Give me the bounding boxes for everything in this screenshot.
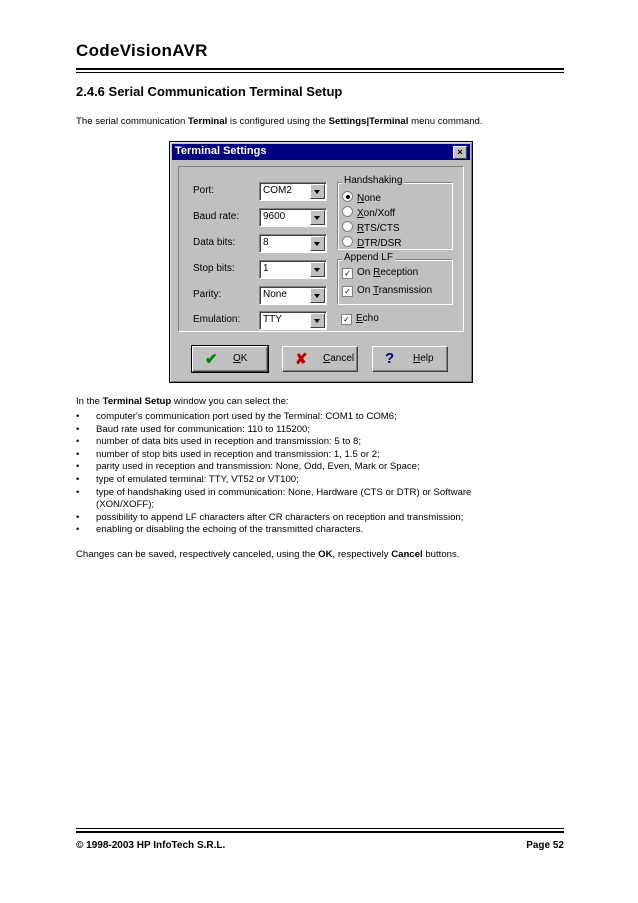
list-item: • computer's communication port used by the Terminal: COM1 to COM6; bbox=[76, 411, 471, 424]
handshaking-group bbox=[337, 175, 453, 250]
chevron-down-icon[interactable] bbox=[310, 210, 325, 225]
on-reception-checkbox[interactable]: ✓ On Reception bbox=[342, 267, 418, 279]
cross-icon: ✘ bbox=[295, 351, 308, 368]
section-heading: 2.4.6 Serial Communication Terminal Setup bbox=[76, 84, 343, 99]
baud-rate-label: Baud rate: bbox=[193, 211, 240, 222]
baud-rate-select[interactable]: 9600 bbox=[259, 208, 327, 227]
append-lf-group bbox=[337, 252, 453, 305]
list-item: • type of emulated terminal: TTY, VT52 or VT100; bbox=[76, 474, 471, 487]
chevron-down-icon[interactable] bbox=[310, 262, 325, 277]
checkmark-icon: ✔ bbox=[205, 351, 218, 368]
intro-paragraph: The serial communication Terminal is configured using the Settings|Terminal menu command. bbox=[76, 116, 483, 127]
data-bits-label: Data bits: bbox=[193, 237, 236, 248]
emulation-select[interactable]: TTY bbox=[259, 311, 327, 330]
ok-button-label: OK bbox=[233, 353, 248, 364]
radio-icon[interactable] bbox=[342, 236, 353, 247]
stop-bits-select[interactable]: 1 bbox=[259, 260, 327, 279]
port-select[interactable]: COM2 bbox=[259, 182, 327, 201]
list-item: • type of handshaking used in communication: None, Hardware (CTS or DTR) or Software (XON/XOFF); bbox=[76, 487, 471, 512]
dialog-title: Terminal Settings bbox=[175, 145, 267, 157]
terminal-settings-dialog bbox=[169, 141, 473, 383]
page-number: Page 52 bbox=[526, 840, 564, 851]
list-item: • parity used in reception and transmission: None, Odd, Even, Mark or Space; bbox=[76, 461, 471, 474]
chevron-down-icon[interactable] bbox=[310, 184, 325, 199]
handshaking-dtr-radio[interactable]: DTR/DSR bbox=[342, 236, 401, 249]
checkbox-checked-icon[interactable]: ✓ bbox=[341, 314, 352, 325]
footer-rule bbox=[76, 831, 564, 833]
chevron-down-icon[interactable] bbox=[310, 288, 325, 303]
dialog-titlebar bbox=[172, 144, 470, 160]
parity-select[interactable]: None bbox=[259, 286, 327, 305]
handshaking-xon-radio[interactable]: Xon/Xoff bbox=[342, 206, 395, 219]
footer-copyright: © 1998-2003 HP InfoTech S.R.L. bbox=[76, 840, 226, 851]
changes-paragraph: Changes can be saved, respectively canceled, using the OK, respectively Cancel buttons. bbox=[76, 549, 460, 560]
handshaking-none-radio[interactable]: None bbox=[342, 191, 381, 204]
close-icon[interactable]: × bbox=[453, 146, 467, 159]
help-button-label: Help bbox=[413, 353, 434, 364]
header-rule-thin bbox=[76, 72, 564, 73]
checkbox-checked-icon[interactable]: ✓ bbox=[342, 286, 353, 297]
list-item: • enabling or disabling the echoing of the transmitted characters. bbox=[76, 524, 471, 537]
parity-label: Parity: bbox=[193, 289, 222, 300]
radio-icon[interactable] bbox=[342, 221, 353, 232]
list-item: • number of data bits used in reception and transmission: 5 to 8; bbox=[76, 436, 471, 449]
document-header-title: CodeVisionAVR bbox=[76, 41, 208, 60]
header-rule bbox=[76, 68, 564, 70]
emulation-label: Emulation: bbox=[193, 314, 241, 325]
help-button[interactable] bbox=[372, 346, 448, 372]
append-lf-group-title: Append LF bbox=[344, 252, 393, 263]
cancel-button-label: Cancel bbox=[323, 353, 355, 364]
list-item: • number of stop bits used in reception and transmission: 1, 1.5 or 2; bbox=[76, 449, 471, 462]
dialog-content-panel bbox=[178, 166, 464, 332]
ok-button[interactable] bbox=[192, 346, 268, 372]
list-item: • possibility to append LF characters after CR characters on reception and transmission; bbox=[76, 512, 471, 525]
list-item: • Baud rate used for communication: 110 to 115200; bbox=[76, 424, 471, 437]
radio-selected-icon[interactable] bbox=[342, 191, 353, 202]
stop-bits-label: Stop bits: bbox=[193, 263, 235, 274]
handshaking-group-title: Handshaking bbox=[344, 175, 403, 186]
on-transmission-checkbox[interactable]: ✓ On Transmission bbox=[342, 285, 432, 297]
data-bits-select[interactable]: 8 bbox=[259, 234, 327, 253]
radio-icon[interactable] bbox=[342, 206, 353, 217]
port-label: Port: bbox=[193, 185, 215, 196]
chevron-down-icon[interactable] bbox=[310, 313, 325, 328]
echo-checkbox[interactable]: ✓ Echo bbox=[341, 313, 379, 325]
chevron-down-icon[interactable] bbox=[310, 236, 325, 251]
options-list bbox=[76, 411, 471, 537]
setup-paragraph: In the Terminal Setup window you can select the: bbox=[76, 396, 289, 407]
help-icon: ? bbox=[385, 350, 395, 367]
handshaking-rts-radio[interactable]: RTS/CTS bbox=[342, 221, 400, 234]
footer-rule-thin bbox=[76, 828, 564, 829]
checkbox-checked-icon[interactable]: ✓ bbox=[342, 268, 353, 279]
cancel-button[interactable] bbox=[282, 346, 358, 372]
